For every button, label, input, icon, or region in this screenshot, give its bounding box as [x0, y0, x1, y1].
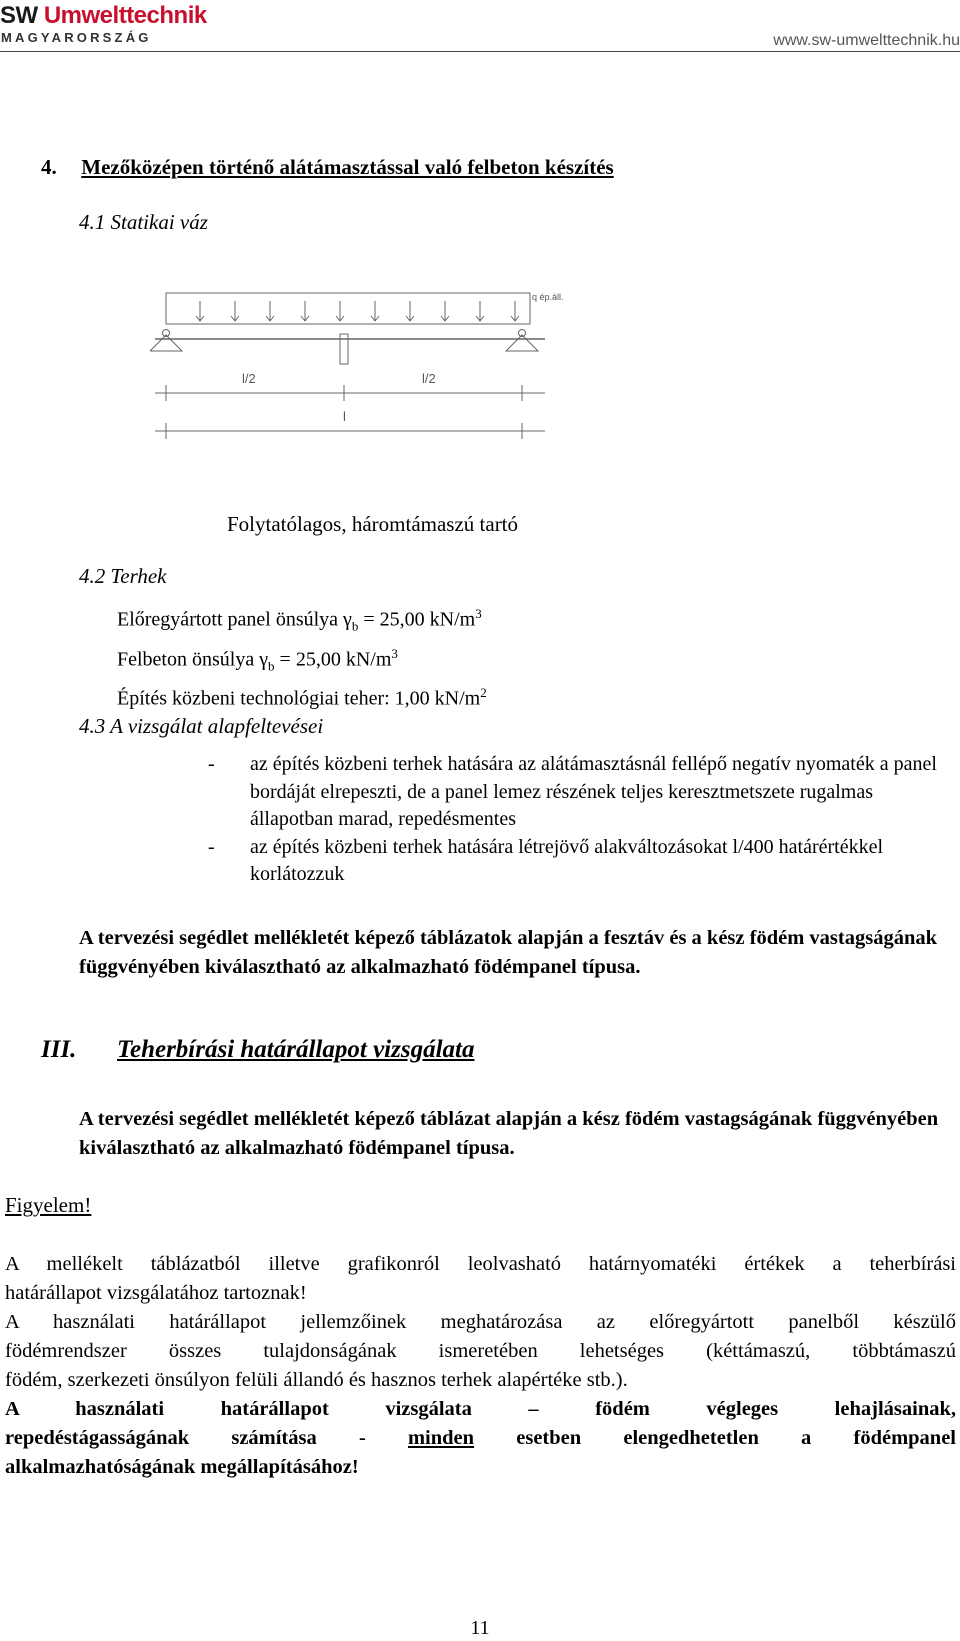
distributed-load-band: [166, 293, 530, 324]
assumption-list: [208, 751, 960, 889]
list-item: - az építés közbeni terhek hatására létrejövő alakváltozásokat l/400 határértékkel korlátozzuk: [208, 835, 884, 885]
diagram-caption: Folytatólagos, háromtámaszú tartó: [227, 512, 519, 536]
dim-half-right: l/2: [422, 371, 436, 386]
section-4-note: A tervezési segédlet mellékletét képező táblázatok alapján a fesztáv és a kész födém vastagságának függvényében kiválasztható az alkalmazható födémpanel típusa.: [79, 927, 937, 978]
subsection-4-3: 4.3 A vizsgálat alapfeltevései: [79, 714, 324, 738]
load-line: Felbeton önsúlya $\gamma_b = 25,00$ $kN/m^3$: [117, 645, 398, 674]
load-label: q ép.áll.: [532, 292, 564, 302]
page-number: 11: [470, 1617, 490, 1639]
emphasis-minden: minden: [407, 1427, 475, 1449]
static-diagram: [150, 285, 600, 465]
load-line: Építés közbeni technológiai teher: 1,00 $kN/m^2$: [117, 685, 487, 710]
dim-half-left: l/2: [242, 371, 256, 386]
left-support-triangle: [150, 335, 182, 351]
header-divider: [0, 51, 960, 52]
paragraph-3-line-2: repedéstágasságának számítása - minden esetben elengedhetetlen a födémpanel: [5, 1427, 956, 1449]
section-4-number: 4.: [41, 155, 57, 179]
section-iii-note: A tervezési segédlet mellékletét képező táblázat alapján a kész födém vastagságának függvényében kiválasztható az alkalmazható födémpanel típusa.: [79, 1108, 939, 1159]
warning-label: Figyelem!: [5, 1193, 92, 1217]
subsection-4-2: 4.2 Terhek: [79, 564, 167, 588]
logo-brand-text: Umwelttechnik: [43, 2, 207, 29]
paragraph-2: A használati határállapot jellemzőinek meghatározása az előregyártott panelből készülő födémrendszer összes tulajdonságának ismeretében lehetséges (kéttámaszú, többtámaszú födém, szerkezeti önsúlyon felüli állandó és hasznos terhek alapértéke stb.).: [5, 1311, 956, 1391]
dim-full: l: [343, 409, 346, 424]
section-4-heading: [41, 155, 614, 180]
subsection-4-1: 4.1 Statikai váz: [79, 210, 208, 234]
logo-sw-text: SW: [0, 2, 38, 29]
paragraph-3: A használati határállapot vizsgálata – födém végleges lehajlásainak, repedéstágasságának számítása - minden esetben elengedhetetlen a födémpanel alkalmazhatóságának megállapításához!: [5, 1398, 956, 1478]
logo-subtitle: MAGYARORSZÁG: [1, 30, 152, 45]
right-support-triangle: [506, 335, 538, 351]
section-4-title: Mezőközépen történő alátámasztással való felbeton készítés: [81, 155, 614, 179]
brand-logo: [0, 2, 207, 30]
site-url: www.sw-umwelttechnik.hu: [773, 32, 960, 49]
section-iii-number: III.: [41, 1036, 77, 1063]
section-iii-title: Teherbírási határállapot vizsgálata: [117, 1036, 475, 1063]
loads-list: [117, 600, 487, 719]
list-item: - az építés közbeni terhek hatására az alátámasztásnál fellépő negatív nyomaték a panel bordáját elrepeszti, de a panel lemez részének teljes keresztmetszete rugalmas állapotban marad, repedésmentes: [208, 753, 937, 830]
paragraph-1: A mellékelt táblázatból illetve grafikonról leolvasható határnyomatéki értékek a teherbírási határállapot vizsgálatához tartoznak!: [5, 1253, 956, 1304]
load-arrows: [196, 301, 519, 321]
load-line: Előregyártott panel önsúlya $\gamma_b = 25,00$ $kN/m^3$: [117, 606, 482, 634]
